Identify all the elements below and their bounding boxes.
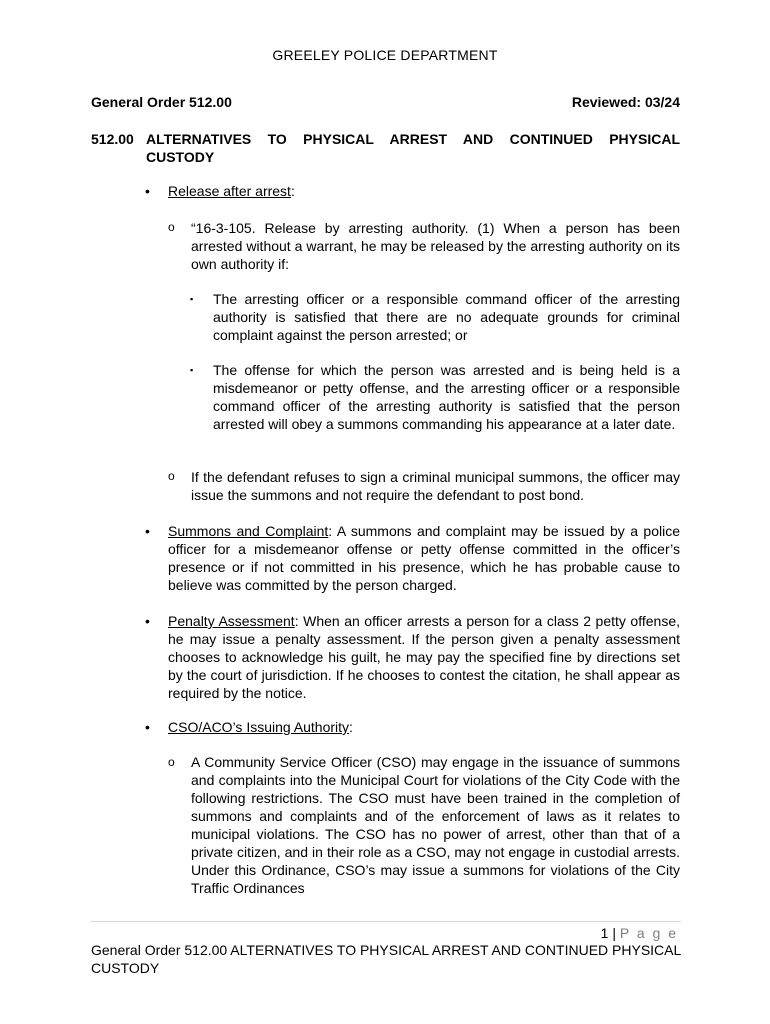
page-number xyxy=(601,925,678,941)
summons-body: : A summons and complaint may be issued by a police officer for a misdemeanor offense or petty offense committed in the officer’s presence or if not committed in his presence, which he has probable cause to believe was committed by the person charged. xyxy=(168,523,680,593)
penalty-heading: Penalty Assessment xyxy=(168,613,295,629)
circle-bullet-icon: o xyxy=(168,220,175,234)
bullet-icon: • xyxy=(145,523,150,539)
penalty-paragraph xyxy=(168,612,680,702)
circle-bullet-icon: o xyxy=(168,469,175,483)
release-condition-1: The arresting officer or a responsible command officer of the arresting authority is satisfied that there are no adequate grounds for criminal complaint against the person arrested; or xyxy=(213,291,680,343)
section-title-line1: ALTERNATIVES TO PHYSICAL ARREST AND CONTINUED PHYSICAL xyxy=(146,131,680,147)
release-heading-line xyxy=(168,182,680,200)
page-number-value: 1 xyxy=(600,925,609,941)
cso-restrictions-text: A Community Service Officer (CSO) may engage in the issuance of summons and complaints into the Municipal Court for violations of the City Code with the following restrictions. The CSO must have been trained in the completion of summons and complaints and of the enforcement of laws as it relates to municipal violations. The CSO has no power of arrest, other than that of a private citizen, and in their role as a CSO, may not engage in custodial arrests. Under this Ordinance, CSO’s may issue a summons for violations of the City Traffic Ordinances xyxy=(191,754,680,896)
summons-heading: Summons and Complaint xyxy=(168,523,329,539)
release-heading-suffix: : xyxy=(290,183,295,199)
square-bullet-icon: ▪ xyxy=(190,294,194,304)
cso-heading-suffix: : xyxy=(349,719,353,735)
page-label: P a g e xyxy=(619,925,678,941)
bullet-icon: • xyxy=(145,613,150,629)
order-meta xyxy=(91,94,680,110)
section-number: 512.00 xyxy=(91,131,134,147)
footer-divider xyxy=(91,921,681,922)
order-number: General Order 512.00 xyxy=(91,94,232,110)
release-heading: Release after arrest xyxy=(168,183,291,199)
department-header: GREELEY POLICE DEPARTMENT xyxy=(272,47,498,63)
footer-text: General Order 512.00 ALTERNATIVES TO PHYSICAL ARREST AND CONTINUED PHYSICAL CUSTODY xyxy=(91,942,681,976)
reviewed-date: Reviewed: 03/24 xyxy=(571,94,680,110)
square-bullet-icon: ▪ xyxy=(190,365,194,375)
release-statute-text: “16-3-105. Release by arresting authority. (1) When a person has been arrested without a warrant, he may be released by the arresting authority on its own authority if: xyxy=(191,220,680,272)
circle-bullet-icon: o xyxy=(168,755,175,769)
section-title-text xyxy=(146,130,680,166)
section-title-line2: CUSTODY xyxy=(146,149,215,165)
bullet-icon: • xyxy=(145,719,150,735)
page-number-separator: | xyxy=(608,925,620,941)
section-title xyxy=(91,130,680,166)
cso-heading-line xyxy=(168,718,680,736)
penalty-body: : When an officer arrests a person for a class 2 petty offense, he may issue a penalty assessment. If the person given a penalty assessment chooses to acknowledge his guilt, he may pay the specified fine by directions set by the court of jurisdiction. If he chooses to contest the citation, he shall appear as required by the notice. xyxy=(168,613,680,701)
release-refusal-text: If the defendant refuses to sign a criminal municipal summons, the officer may issue the summons and not require the defendant to post bond. xyxy=(191,469,680,503)
bullet-icon: • xyxy=(145,183,150,199)
cso-heading: CSO/ACO’s Issuing Authority xyxy=(168,719,350,735)
release-condition-2: The offense for which the person was arrested and is being held is a misdemeanor or petty offense, and the arresting officer or a responsible command officer of the arresting authority is satisfied that the person arrested will obey a summons commanding his appearance at a later date. xyxy=(213,362,680,432)
summons-paragraph xyxy=(168,522,680,594)
